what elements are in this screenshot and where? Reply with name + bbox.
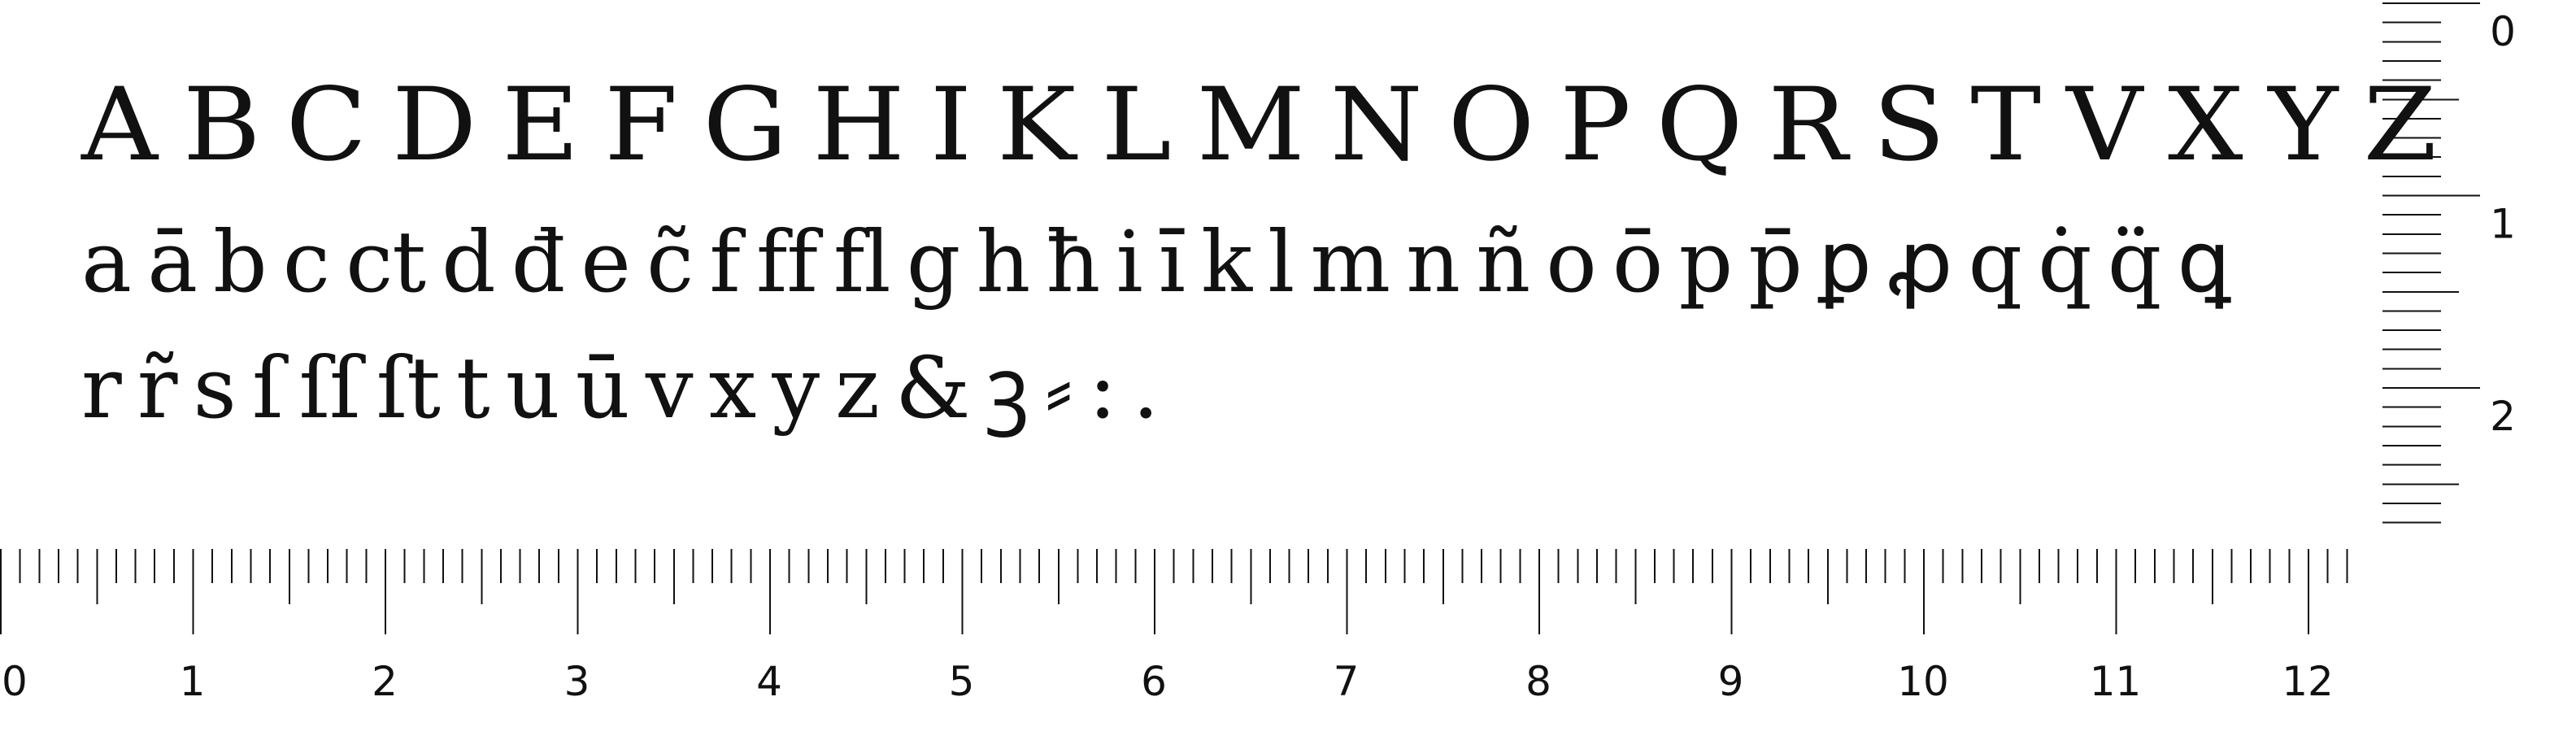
- ruler-label-v: 2: [2490, 393, 2516, 440]
- uppercase-alphabet-row: A B C D E F G H I K L M N O P Q R S T V X Y Z: [81, 67, 2439, 184]
- ruler-label-v: 1: [2490, 200, 2516, 248]
- ruler-label-h: 8: [1525, 658, 1551, 705]
- ruler-label-h: 5: [948, 658, 975, 705]
- horizontal-ruler: [1, 549, 2347, 705]
- ruler-label-h: 0: [2, 658, 28, 705]
- vertical-ruler: [2382, 3, 2516, 523]
- ruler-label-v: 0: [2490, 8, 2516, 55]
- ruler-label-h: 11: [2089, 658, 2142, 705]
- lowercase-alphabet-row-2: r r̃ s ſ ſſ ſt t u ū v x y z & ꝫ ⸗ : .: [81, 338, 1159, 438]
- ruler-label-h: 3: [564, 658, 590, 705]
- ruler-label-h: 1: [179, 658, 206, 705]
- ruler-label-h: 9: [1717, 658, 1744, 705]
- ruler-label-h: 7: [1333, 658, 1360, 705]
- ruler-label-h: 6: [1141, 658, 1167, 705]
- ruler-label-h: 10: [1897, 658, 1949, 705]
- ruler-label-h: 2: [372, 658, 398, 705]
- ruler-label-h: 4: [756, 658, 782, 705]
- ruler-label-h: 12: [2282, 658, 2334, 705]
- lowercase-alphabet-row-1: a ā b c ct d đ e c̃ f ff fl g h ħ i ı̄ k l m n ñ o ō p p̄ ꝑ ꝓ q q̇ q̈ ꝗ: [81, 212, 2230, 311]
